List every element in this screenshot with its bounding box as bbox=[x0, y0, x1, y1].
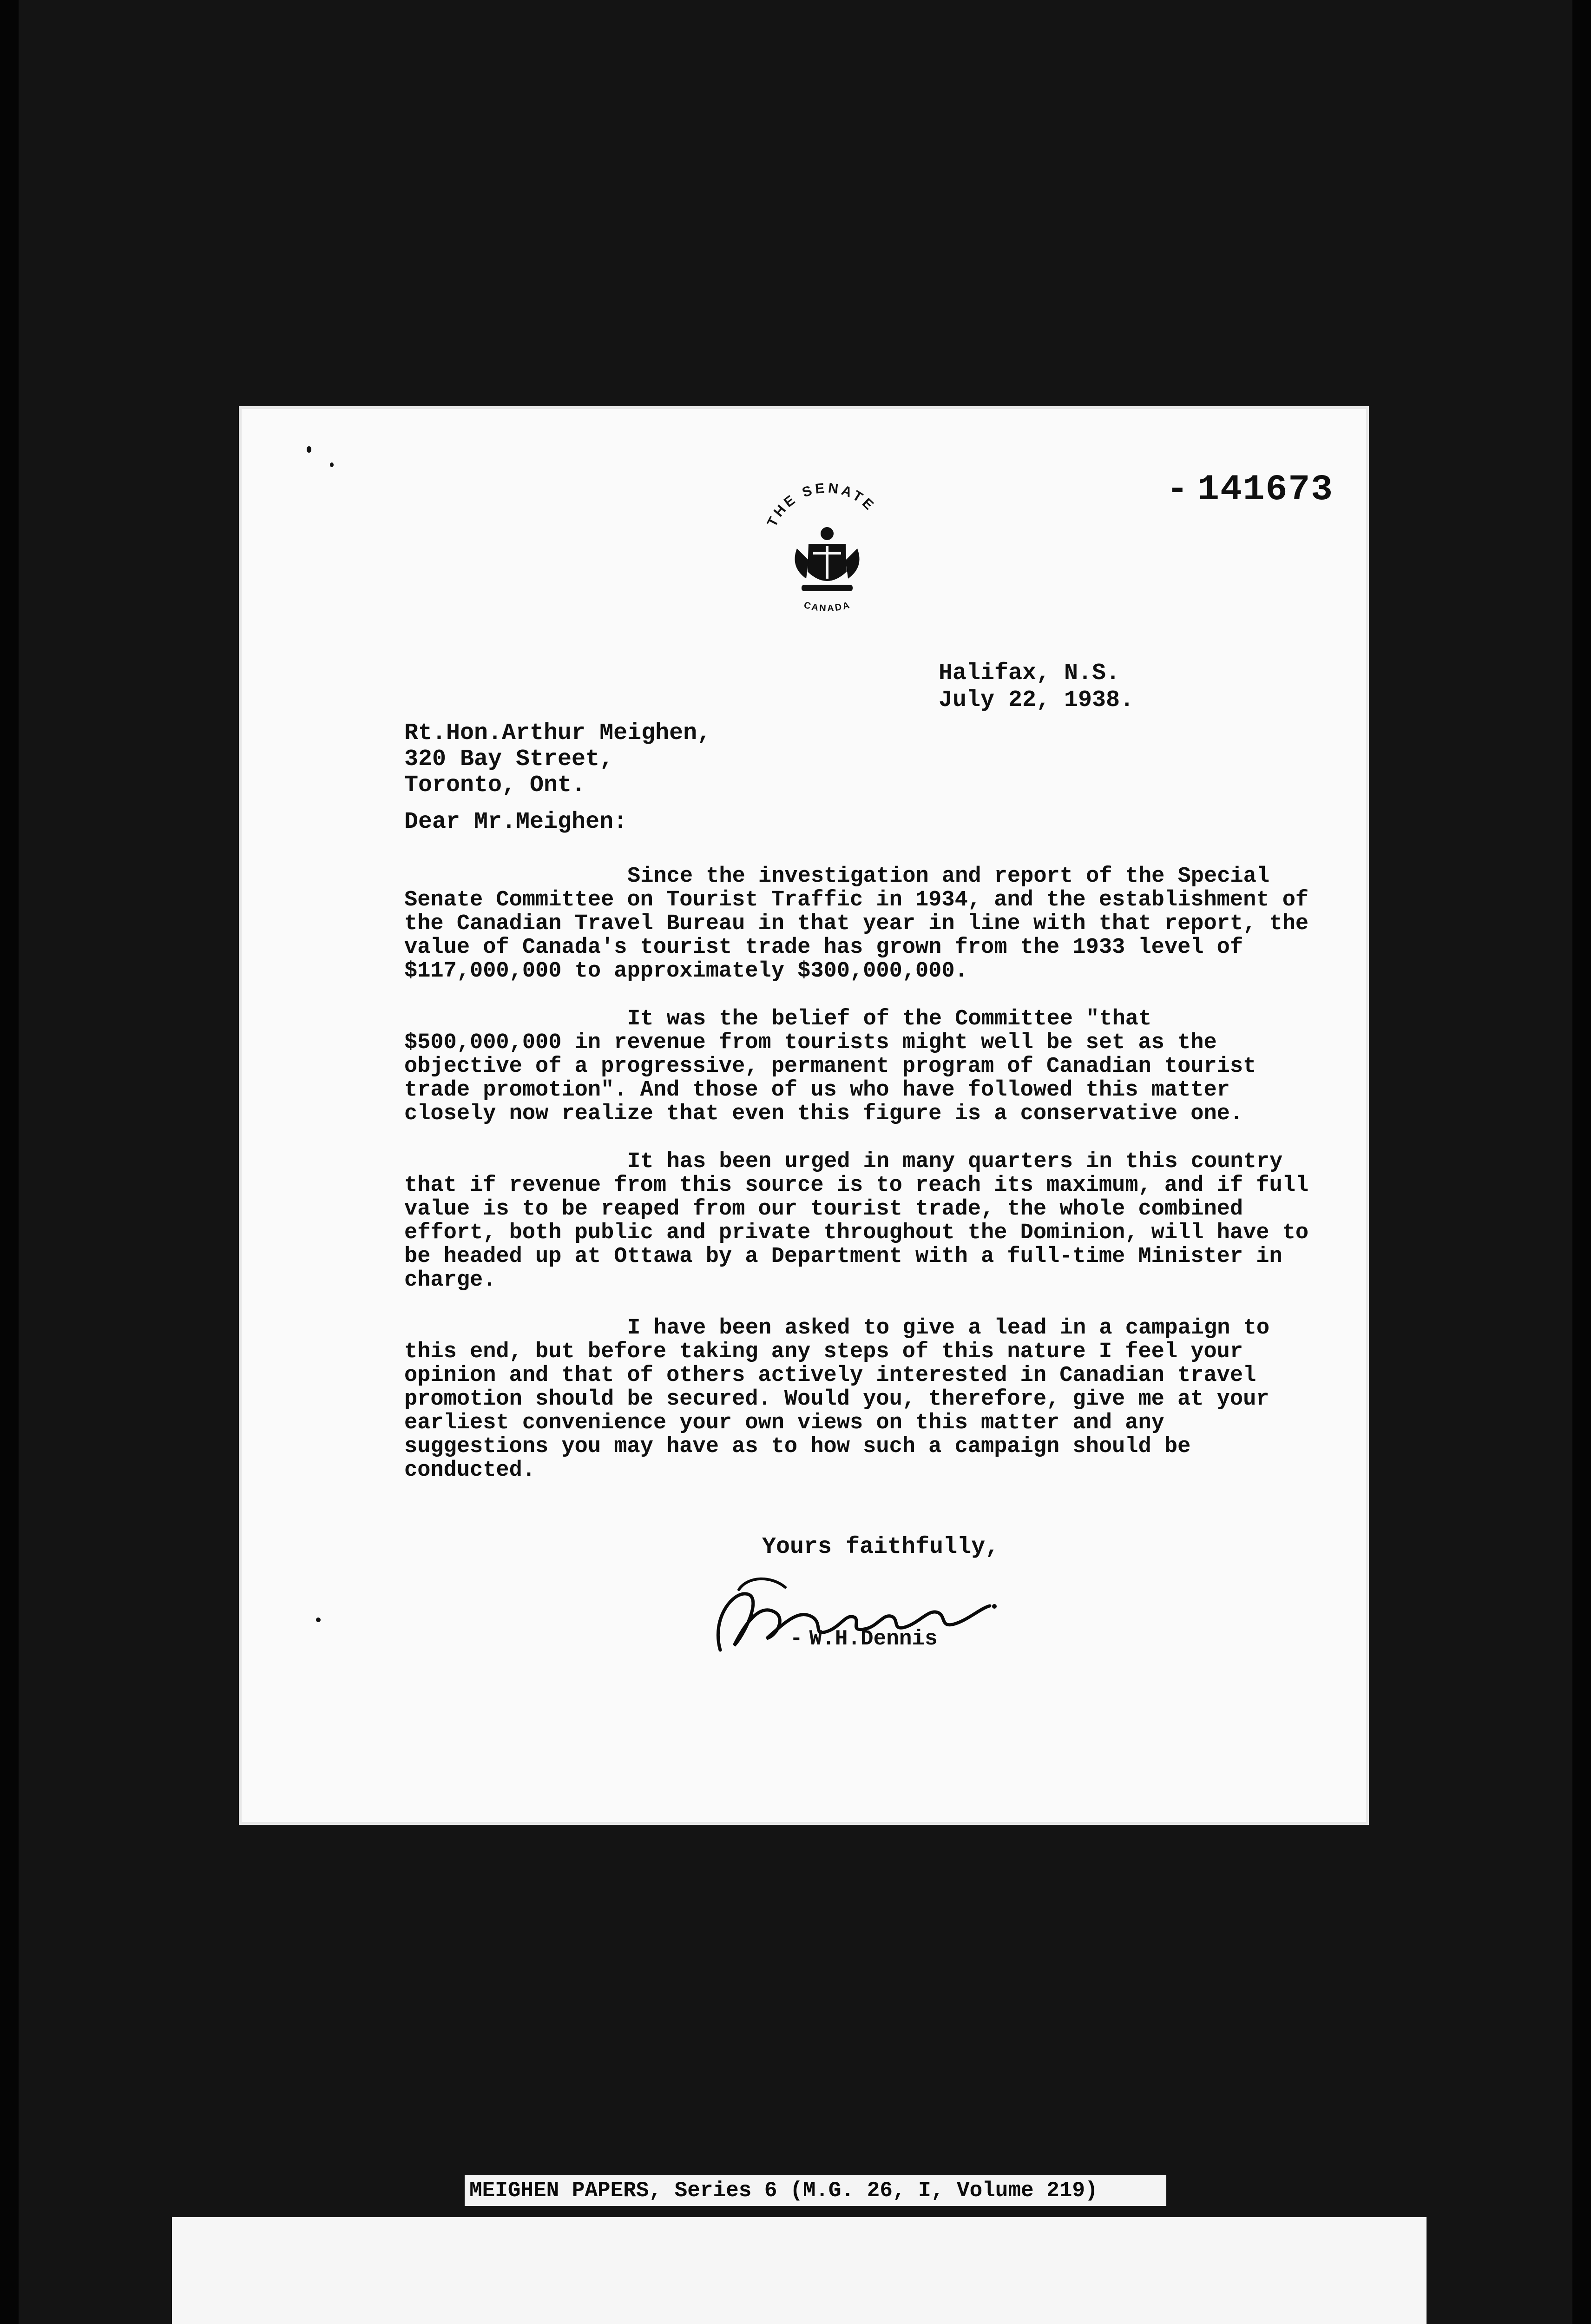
body-paragraph: Since the investigation and report of the Special Senate Committee on Tourist Traffic in 1934, and the establishment of the Canadian Travel Bureau in that year in line with that report, the value of Canada's tourist trade has grown from the 1933 level of $117,000,000 to approximately $300,000,000. bbox=[404, 864, 1309, 984]
document-number: - 141673 bbox=[1166, 469, 1334, 510]
address-line: 320 Bay Street, bbox=[404, 746, 614, 772]
body-paragraph: It has been urged in many quarters in this country that if revenue from this source is to reach its maximum, and if full value is to be reaped from our tourist trade, the whole combined effort, both public and private throughout the Dominion, will have to be headed up at Ottawa by a Department with a full-time Minister in charge. bbox=[404, 1149, 1309, 1293]
scan-speck bbox=[307, 446, 311, 453]
scan-speck bbox=[316, 1618, 321, 1622]
dateline-place: Halifax, N.S. bbox=[939, 660, 1120, 687]
body-paragraph: I have been asked to give a lead in a campaign to this end, but before taking any steps of this nature I feel your opinion and that of others actively interested in Canadian travel promotion should be secured. Would you, therefore, give me at your earliest convenience your own views on this matter and any suggestions you may have as to how such a campaign should be conducted. bbox=[404, 1316, 1270, 1483]
film-edge-right bbox=[1572, 0, 1591, 2324]
scan-speck bbox=[330, 462, 334, 467]
salutation: Dear Mr.Meighen: bbox=[404, 809, 628, 835]
address-line: Rt.Hon.Arthur Meighen, bbox=[404, 720, 711, 746]
reference-label: MEIGHEN PAPERS, Series 6 (M.G. 26, I, Volume 219) bbox=[465, 2175, 1166, 2206]
crest-top-text: THE SENATE bbox=[764, 480, 879, 529]
closing: Yours faithfully, bbox=[762, 1534, 999, 1560]
signer-name: - W.H.Dennis bbox=[790, 1627, 938, 1651]
crest-bottom-text: CANADA bbox=[802, 600, 852, 614]
address-line: Toronto, Ont. bbox=[404, 772, 586, 799]
archive-card bbox=[172, 2217, 1427, 2324]
letter-page bbox=[242, 409, 1366, 1822]
film-edge-left bbox=[0, 0, 19, 2324]
senate-crest-icon bbox=[743, 479, 911, 627]
letter-body bbox=[404, 865, 1315, 1506]
recipient-address bbox=[404, 720, 711, 799]
dateline-date: July 22, 1938. bbox=[939, 687, 1134, 713]
body-paragraph: It was the belief of the Committee "that $500,000,000 in revenue from tourists might well be set as the objective of a progressive, permanent program of Canadian tourist trade promotion". And those of us who have followed this matter closely now realize that even this figure is a conservative one. bbox=[404, 1007, 1256, 1126]
dateline bbox=[939, 660, 1134, 714]
